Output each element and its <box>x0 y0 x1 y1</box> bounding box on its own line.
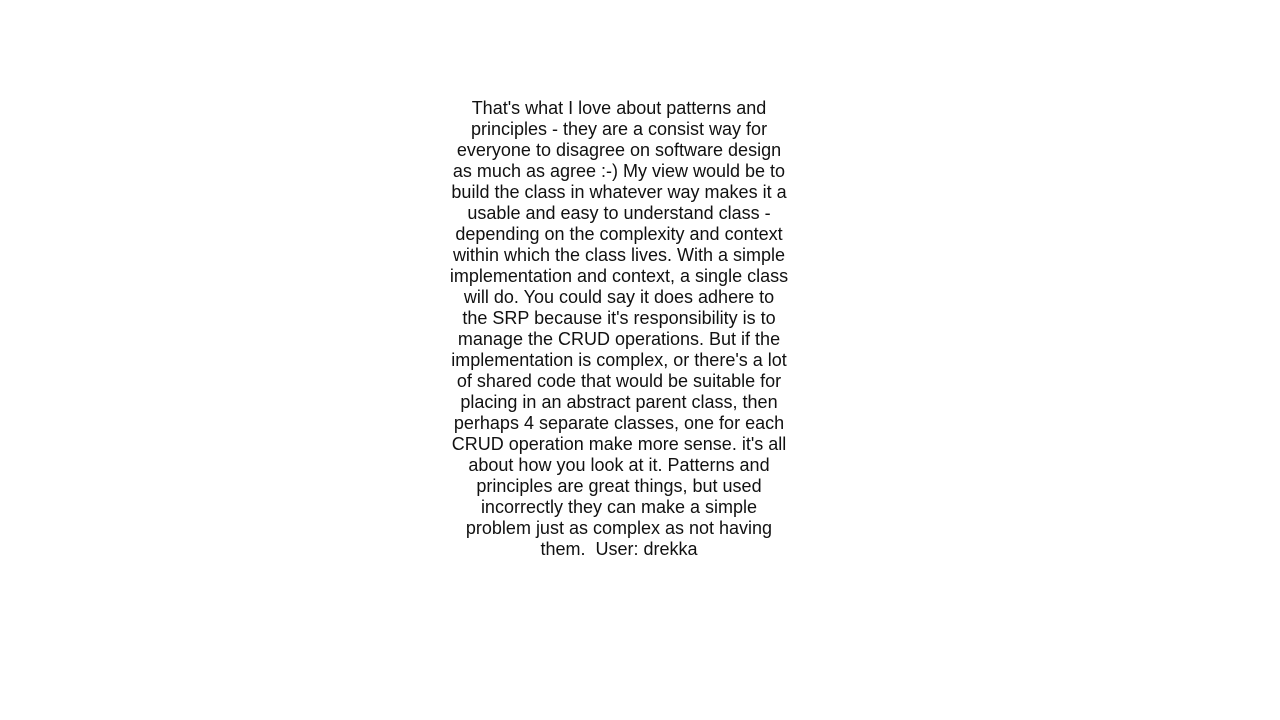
post-body-text: That's what I love about patterns and principles - they are a consist way for everyone to disagree on software design as much as agree :-) My view would be to build the class in whatever way makes it a usable and easy to understand class - depending on the complexity and context within which the class lives. With a simple implementation and context, a single class will do. You could say it does adhere to the SRP because it's responsibility is to manage the CRUD operations. But if the implementation is complex, or there's a lot of shared code that would be suitable for placing in an abstract parent class, then perhaps 4 separate classes, one for each CRUD operation make more sense. it's all about how you look at it. Patterns and principles are great things, but used incorrectly they can make a simple problem just as complex as not having them. User: drekka <box>449 98 794 559</box>
